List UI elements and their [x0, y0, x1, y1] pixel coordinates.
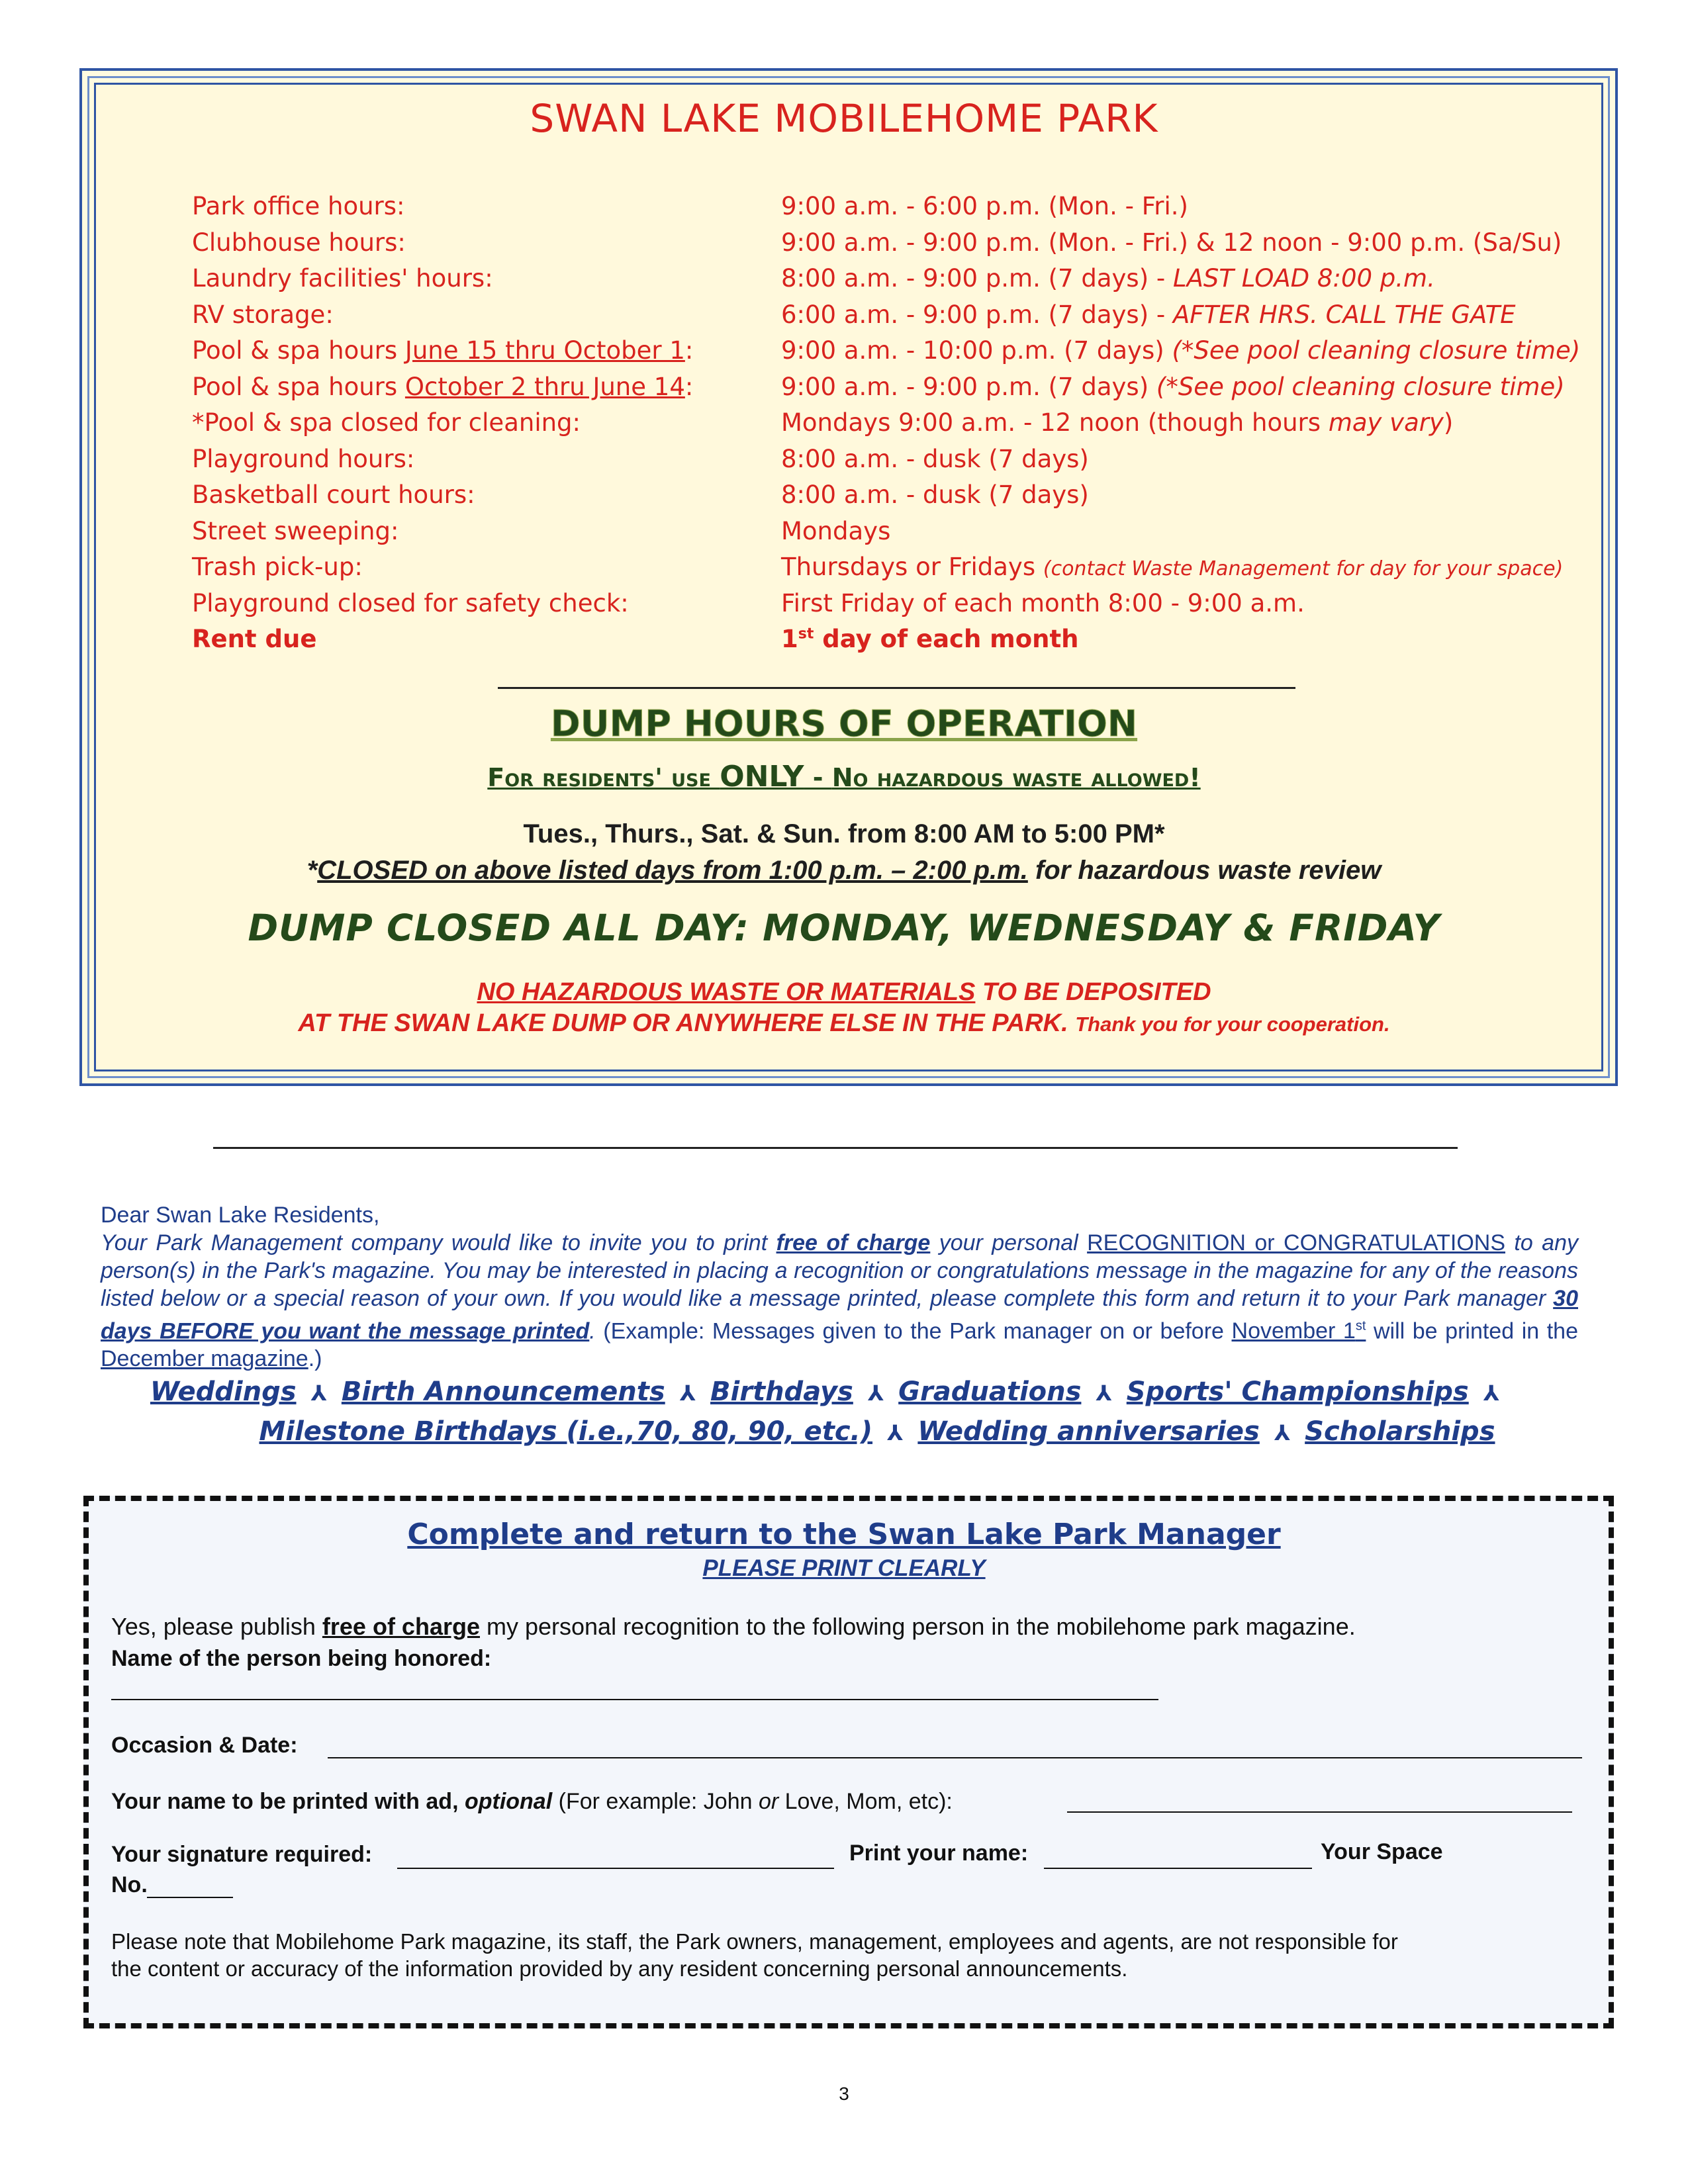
separator-icon: ⅄ [310, 1381, 327, 1406]
separator-icon: ⅄ [887, 1420, 904, 1445]
hours-label: Trash pick-up: [192, 553, 363, 581]
hours-row [192, 553, 1615, 589]
hours-row [192, 264, 1615, 300]
hours-value: 8:00 a.m. - dusk (7 days) [781, 444, 1089, 473]
dump-open-days: Tues., Thurs., Sat. & Sun. from 8:00 AM to 5:00 PM* [523, 819, 1165, 848]
rent-due-label: Rent due [192, 625, 317, 653]
hours-value: First Friday of each month 8:00 - 9:00 a.m. [781, 588, 1305, 617]
hours-row [192, 373, 1615, 409]
honored-name-label: Name of the person being honored: [111, 1646, 492, 1671]
hours-label: Playground hours: [192, 444, 415, 473]
hours-row [192, 300, 1615, 337]
hours-label: Clubhouse hours: [192, 228, 406, 257]
disclaimer-line2: the content or accuracy of the information provided by any resident concerning personal announcements. [111, 1956, 1128, 1981]
section-divider [213, 1147, 1458, 1149]
occasions-list-2 [33, 1416, 1688, 1447]
occasion-item: Weddings [150, 1377, 297, 1407]
hours-value: Mondays [781, 516, 891, 545]
hours-label: RV storage: [192, 300, 334, 329]
hours-value: 8:00 a.m. - 9:00 p.m. (7 days) - LAST LOAD 8:00 p.m. [781, 264, 1435, 293]
occasion-item: Birth Announcements [341, 1377, 665, 1407]
hours-value: Thursdays or Fridays (contact Waste Management for day for your space) [781, 553, 1564, 581]
print-name-line[interactable] [1044, 1868, 1312, 1869]
occasion-date-line[interactable] [328, 1757, 1582, 1758]
rent-due-row [192, 625, 1615, 661]
honored-name-line[interactable] [111, 1699, 1158, 1700]
signature-line[interactable] [397, 1868, 834, 1869]
disclaimer-line1: Please note that Mobilehome Park magazine, its staff, the Park owners, management, employees and agents, are not responsible for [111, 1929, 1398, 1954]
rent-due-value: 1st day of each month [781, 625, 1079, 653]
your-name-label: Your name to be printed with ad, optional (For example: John or Love, Mom, etc): [111, 1789, 953, 1814]
hours-value: 6:00 a.m. - 9:00 p.m. (7 days) - AFTER HRS. CALL THE GATE [781, 300, 1516, 329]
hours-label: Street sweeping: [192, 516, 399, 545]
publish-consent-text: Yes, please publish free of charge my personal recognition to the following person in the mobilehome park magazine. [111, 1613, 1356, 1640]
signature-label: Your signature required: [111, 1842, 373, 1867]
hours-label: Playground closed for safety check: [192, 588, 629, 617]
hours-row [192, 192, 1615, 228]
occasion-item: Sports' Championships [1126, 1377, 1469, 1407]
hours-value: 9:00 a.m. - 9:00 p.m. (Mon. - Fri.) & 12 noon - 9:00 p.m. (Sa/Su) [781, 228, 1562, 257]
occasion-item: Wedding anniversaries [917, 1416, 1260, 1447]
hours-label: Park office hours: [192, 192, 405, 220]
separator-icon: ⅄ [1274, 1420, 1291, 1445]
hours-row [192, 228, 1615, 265]
letter-body: Your Park Management company would like to invite you to print free of charge your personal RECOGNITION or CONGRATULATIONS to any person(s) in the Park's magazine. You may be interested in placing a recognition or congratulations message in the magazine for any of the reasons listed below or a special reason of your own. If you would like a message printed, please complete this form and return it to your Park manager 30 days BEFORE you want the message printed. (Example: Messages given to the Park manager on or before November 1st will be printed in the December magazine.) [101, 1230, 1578, 1372]
occasion-item: Milestone Birthdays (i.e.,70, 80, 90, etc.) [259, 1416, 873, 1447]
occasion-date-label: Occasion & Date: [111, 1733, 298, 1758]
hours-label: Laundry facilities' hours: [192, 264, 493, 293]
hours-value: 9:00 a.m. - 10:00 p.m. (7 days) (*See pool cleaning closure time) [781, 336, 1581, 365]
separator-icon: ⅄ [679, 1381, 696, 1406]
print-name-label: Print your name: [849, 1841, 1029, 1866]
hours-row [192, 517, 1615, 553]
park-title: SWAN LAKE MOBILEHOME PARK [530, 96, 1158, 141]
form-title: Complete and return to the Swan Lake Park Manager [407, 1518, 1281, 1551]
separator-icon: ⅄ [1483, 1381, 1500, 1406]
hours-value: 8:00 a.m. - dusk (7 days) [781, 480, 1089, 509]
hours-row [192, 336, 1615, 373]
dump-title: DUMP HOURS OF OPERATION [550, 703, 1138, 745]
hours-value: 9:00 a.m. - 9:00 p.m. (7 days) (*See pool cleaning closure time) [781, 372, 1565, 401]
hazard-warning-line1: NO HAZARDOUS WASTE OR MATERIALS TO BE DEPOSITED [477, 978, 1211, 1006]
hours-label: Basketball court hours: [192, 480, 475, 509]
space-no-line[interactable] [147, 1897, 233, 1898]
space-no-label: No. [111, 1872, 148, 1897]
hours-row [192, 408, 1615, 445]
hours-row [192, 445, 1615, 481]
occasion-item: Scholarships [1305, 1416, 1495, 1447]
hours-label: Pool & spa hours June 15 thru October 1: [192, 336, 694, 365]
hours-row [192, 589, 1615, 625]
hours-value: 9:00 a.m. - 6:00 p.m. (Mon. - Fri.) [781, 192, 1188, 220]
divider-rule [498, 687, 1295, 689]
hours-row [192, 480, 1615, 517]
occasion-item: Birthdays [710, 1377, 853, 1407]
hours-label: Pool & spa hours October 2 thru June 14: [192, 372, 694, 401]
page-number: 3 [839, 2083, 849, 2104]
separator-icon: ⅄ [867, 1381, 884, 1406]
separator-icon: ⅄ [1096, 1381, 1112, 1406]
your-name-line[interactable] [1067, 1811, 1572, 1813]
letter-greeting: Dear Swan Lake Residents, [101, 1203, 380, 1228]
hazard-warning-line2: AT THE SWAN LAKE DUMP OR ANYWHERE ELSE IN THE PARK. Thank you for your cooperation. [298, 1009, 1390, 1037]
occasion-item: Graduations [898, 1377, 1082, 1407]
hours-value: Mondays 9:00 a.m. - 12 noon (though hours may vary) [781, 408, 1454, 437]
occasions-list-1 [0, 1377, 1676, 1407]
space-label: Your Space [1321, 1839, 1443, 1864]
hours-label: *Pool & spa closed for cleaning: [192, 408, 581, 437]
dump-subtitle: For residents' use ONLY - No hazardous waste allowed! [487, 760, 1201, 794]
resident-letter [101, 1201, 1578, 1373]
dump-closed-note: *CLOSED on above listed days from 1:00 p.m. – 2:00 p.m. for hazardous waste review [306, 856, 1382, 885]
form-subtitle: PLEASE PRINT CLEARLY [702, 1555, 986, 1581]
dump-closed-all-day: DUMP CLOSED ALL DAY: MONDAY, WEDNESDAY & FRIDAY [248, 907, 1440, 949]
